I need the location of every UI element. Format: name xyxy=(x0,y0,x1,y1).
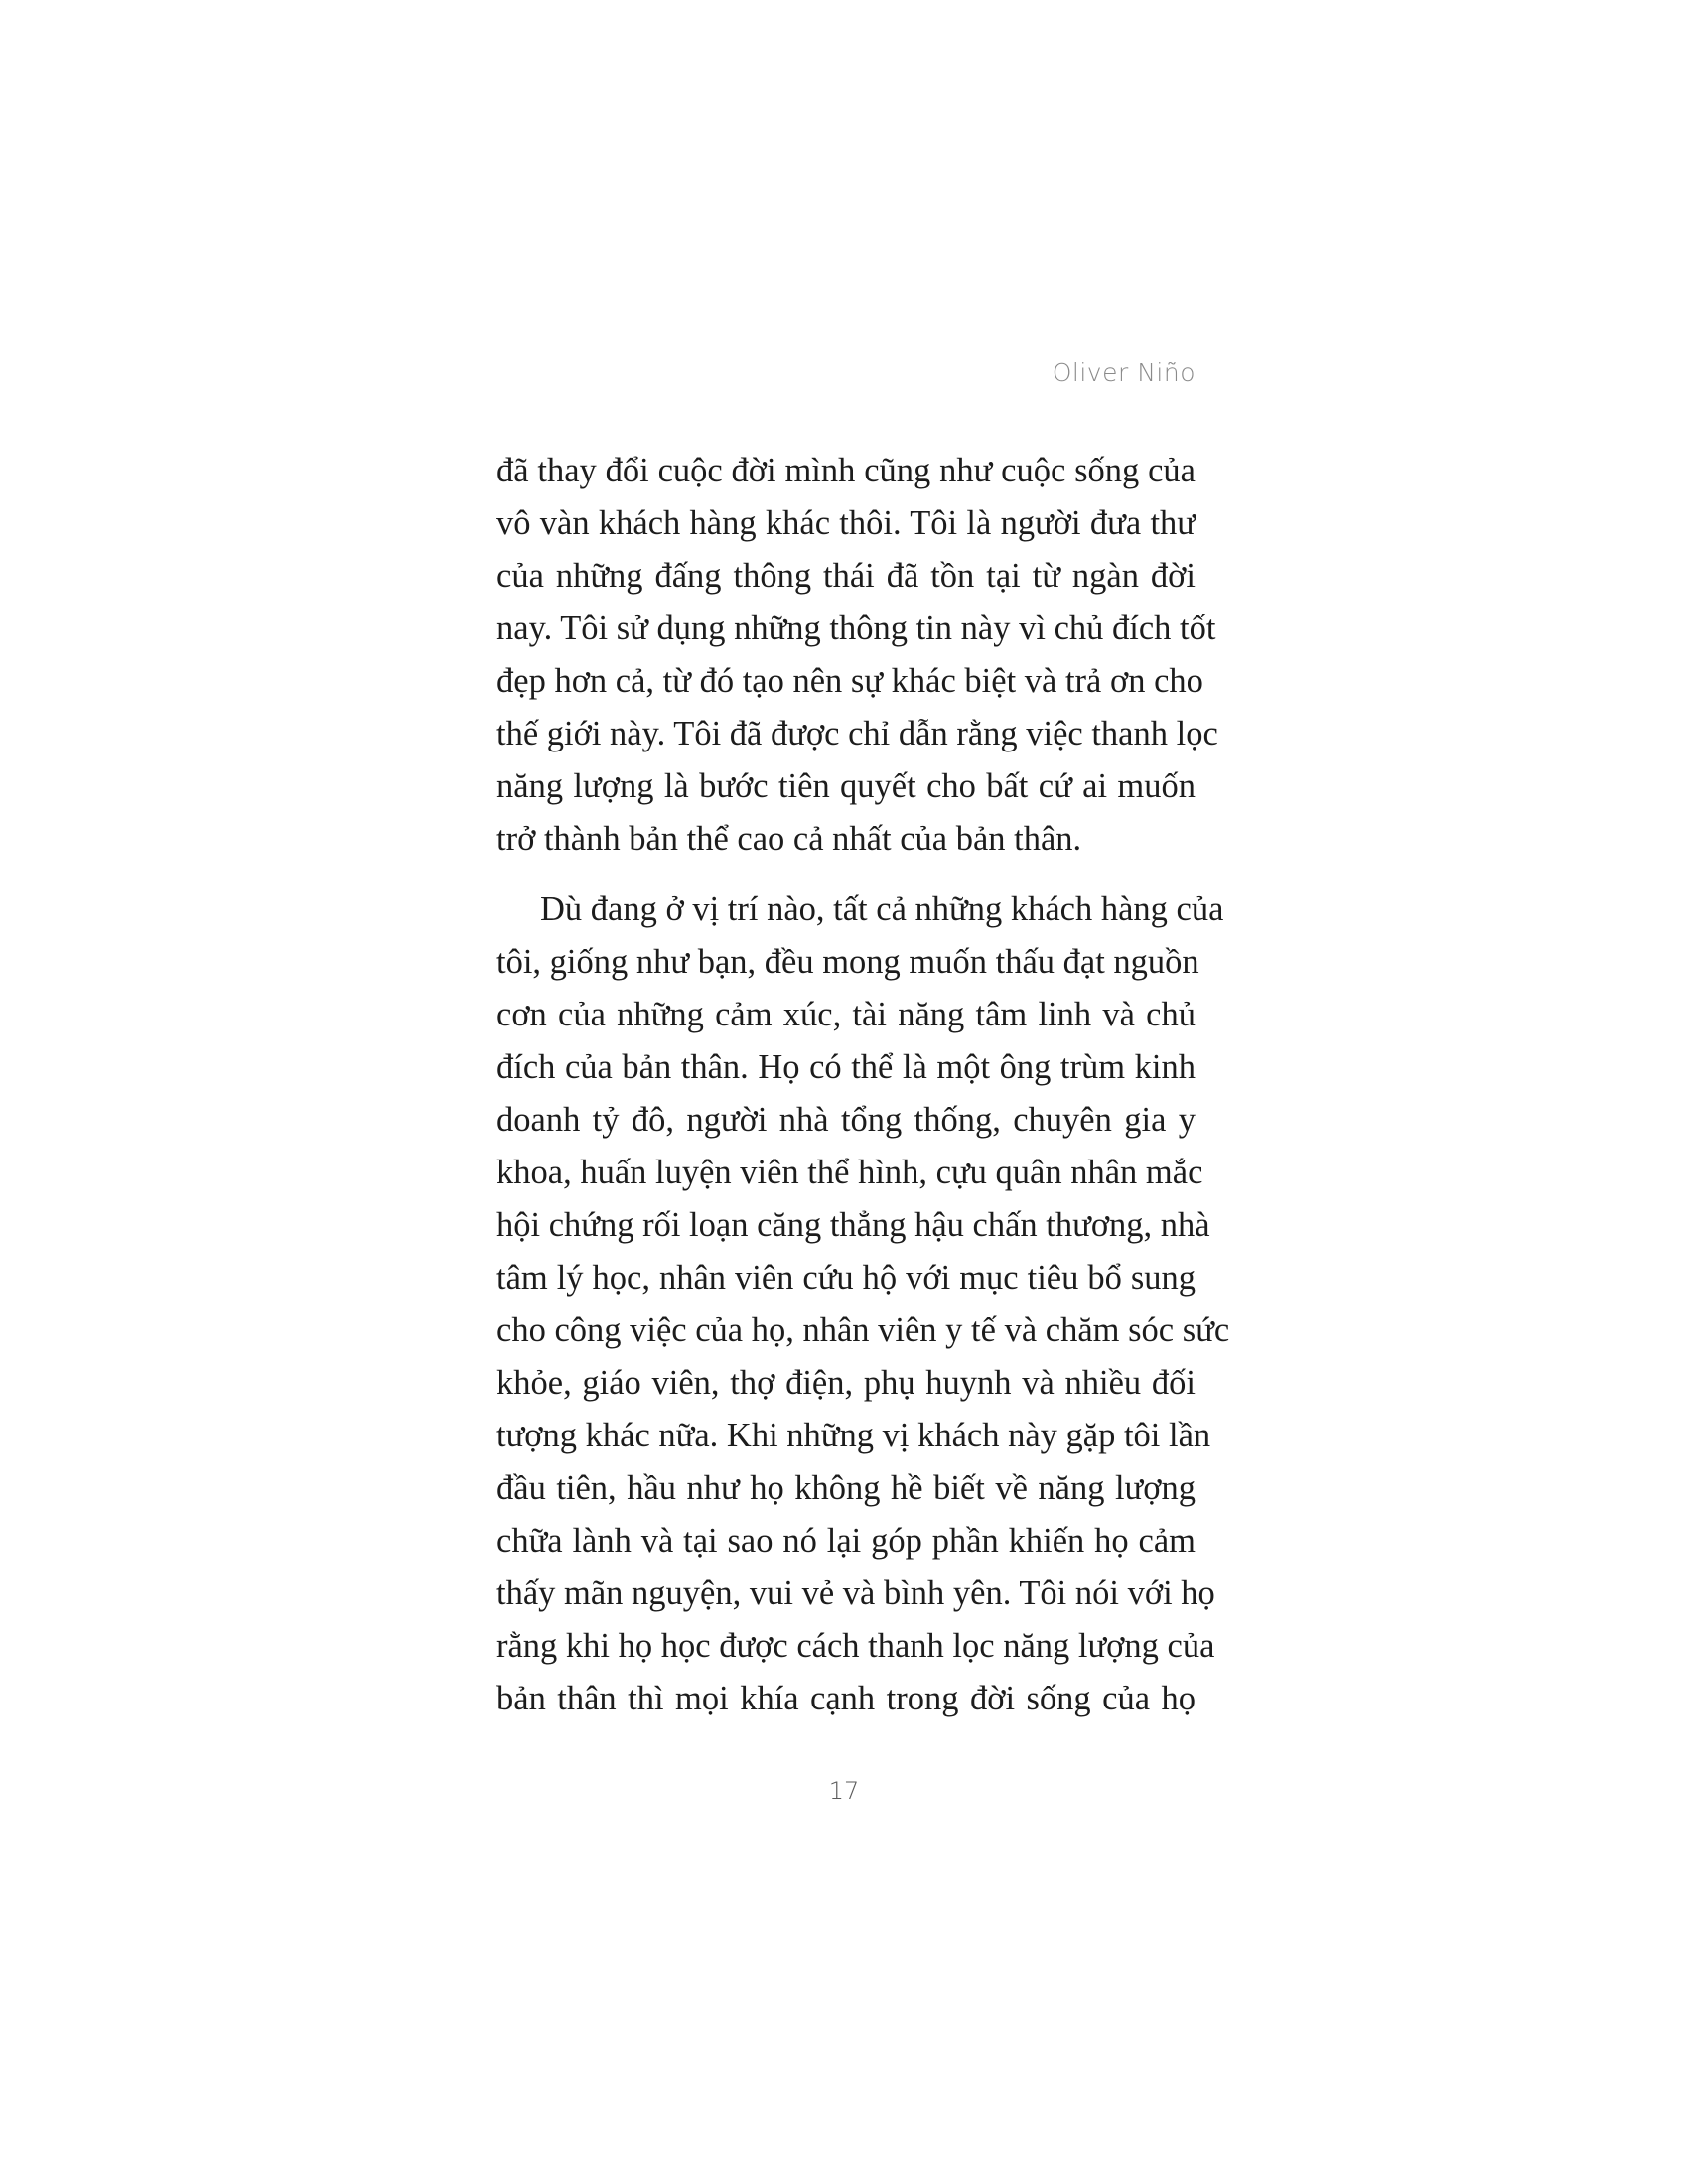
text-line: khỏe, giáo viên, thợ điện, phụ huynh và nhiều đối xyxy=(496,1364,1196,1402)
text-line: vô vàn khách hàng khác thôi. Tôi là người đưa thư xyxy=(496,504,1196,542)
running-header-author: Oliver Niño xyxy=(1052,358,1196,387)
text-line: năng lượng là bước tiên quyết cho bất cứ ai muốn xyxy=(496,767,1196,805)
text-line: khoa, huấn luyện viên thể hình, cựu quân nhân mắc xyxy=(496,1154,1203,1191)
text-line: của những đấng thông thái đã tồn tại từ ngàn đời xyxy=(496,557,1196,595)
text-line: tâm lý học, nhân viên cứu hộ với mục tiêu bổ sung xyxy=(496,1259,1196,1297)
text-line: tôi, giống như bạn, đều mong muốn thấu đạt nguồn xyxy=(496,943,1199,981)
text-line: trở thành bản thể cao cả nhất của bản thân. xyxy=(496,820,1082,858)
body-text xyxy=(496,445,1230,1725)
text-line: bản thân thì mọi khía cạnh trong đời sống của họ xyxy=(496,1680,1196,1717)
paragraph-1 xyxy=(496,445,1218,866)
text-line: nay. Tôi sử dụng những thông tin này vì chủ đích tốt xyxy=(496,610,1216,647)
paragraph-2 xyxy=(496,884,1230,1725)
text-line: doanh tỷ đô, người nhà tổng thống, chuyên gia y xyxy=(496,1101,1196,1139)
text-line: Dù đang ở vị trí nào, tất cả những khách hàng của xyxy=(540,890,1224,928)
text-line: thấy mãn nguyện, vui vẻ và bình yên. Tôi nói với họ xyxy=(496,1574,1215,1612)
text-line: cho công việc của họ, nhân viên y tế và chăm sóc sức xyxy=(496,1311,1230,1349)
text-line: đẹp hơn cả, từ đó tạo nên sự khác biệt và trả ơn cho xyxy=(496,662,1203,700)
text-line: chữa lành và tại sao nó lại góp phần khiến họ cảm xyxy=(496,1522,1196,1560)
text-line: cơn của những cảm xúc, tài năng tâm linh và chủ xyxy=(496,996,1196,1033)
text-line: tượng khác nữa. Khi những vị khách này gặp tôi lần xyxy=(496,1417,1211,1454)
text-line: đích của bản thân. Họ có thể là một ông trùm kinh xyxy=(496,1048,1196,1086)
text-line: thế giới này. Tôi đã được chỉ dẫn rằng việc thanh lọc xyxy=(496,715,1218,752)
text-line: rằng khi họ học được cách thanh lọc năng lượng của xyxy=(496,1627,1215,1665)
text-line: hội chứng rối loạn căng thẳng hậu chấn thương, nhà xyxy=(496,1206,1210,1244)
page-number: 17 xyxy=(828,1777,860,1805)
text-line: đã thay đổi cuộc đời mình cũng như cuộc sống của xyxy=(496,452,1196,489)
text-line: đầu tiên, hầu như họ không hề biết về năng lượng xyxy=(496,1469,1196,1507)
